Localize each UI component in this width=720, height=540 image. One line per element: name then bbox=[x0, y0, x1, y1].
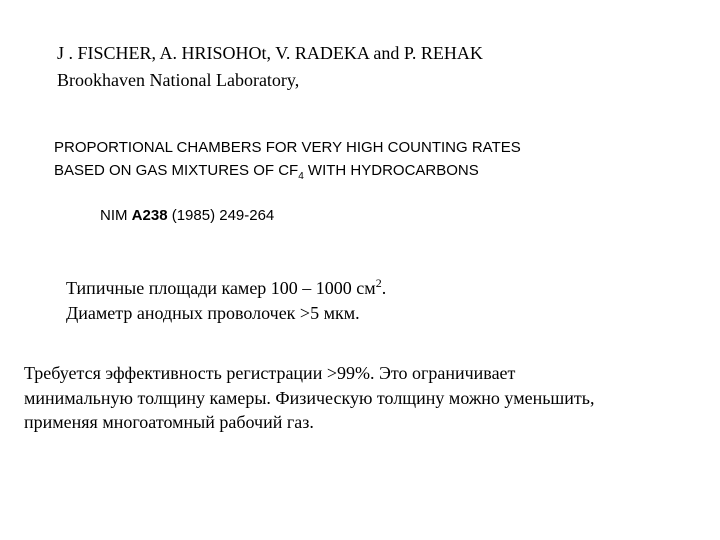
reference-journal: NIM bbox=[100, 207, 132, 224]
reference-volume: A238 bbox=[131, 207, 168, 224]
chamber-area-period: . bbox=[381, 278, 387, 298]
efficiency-paragraph-line-2: минимальную толщину камеры. Физическую толщину можно уменьшить, bbox=[24, 388, 595, 408]
title-line-2-suffix: WITH HYDROCARBONS bbox=[303, 162, 479, 179]
title-line-2-prefix: BASED ON GAS MIXTURES OF CF bbox=[54, 162, 299, 179]
affiliation-line: Brookhaven National Laboratory, bbox=[57, 70, 300, 90]
efficiency-paragraph-line-3: применяя многоатомный рабочий газ. bbox=[24, 412, 314, 432]
efficiency-paragraph-line-1: Требуется эффективность регистрации >99%. Это ограничивает bbox=[24, 363, 516, 383]
cf4-subscript: 4 bbox=[298, 171, 304, 182]
area-unit-superscript: 2 bbox=[375, 276, 382, 290]
chamber-area-text: Типичные площади камер 100 – 1000 см bbox=[66, 278, 376, 298]
journal-reference bbox=[100, 208, 274, 223]
reference-year-pages: (1985) 249-264 bbox=[167, 207, 275, 224]
chamber-area-note bbox=[66, 276, 387, 298]
wire-diameter-note: Диаметр анодных проволочек >5 мкм. bbox=[66, 303, 360, 323]
authors-line: J . FISCHER, A. HRISOHOt, V. RADEKA and P. REHAK bbox=[57, 43, 483, 63]
article-title-line-2 bbox=[54, 162, 479, 182]
article-title-line-1: PROPORTIONAL CHAMBERS FOR VERY HIGH COUNTING RATES bbox=[54, 139, 521, 156]
